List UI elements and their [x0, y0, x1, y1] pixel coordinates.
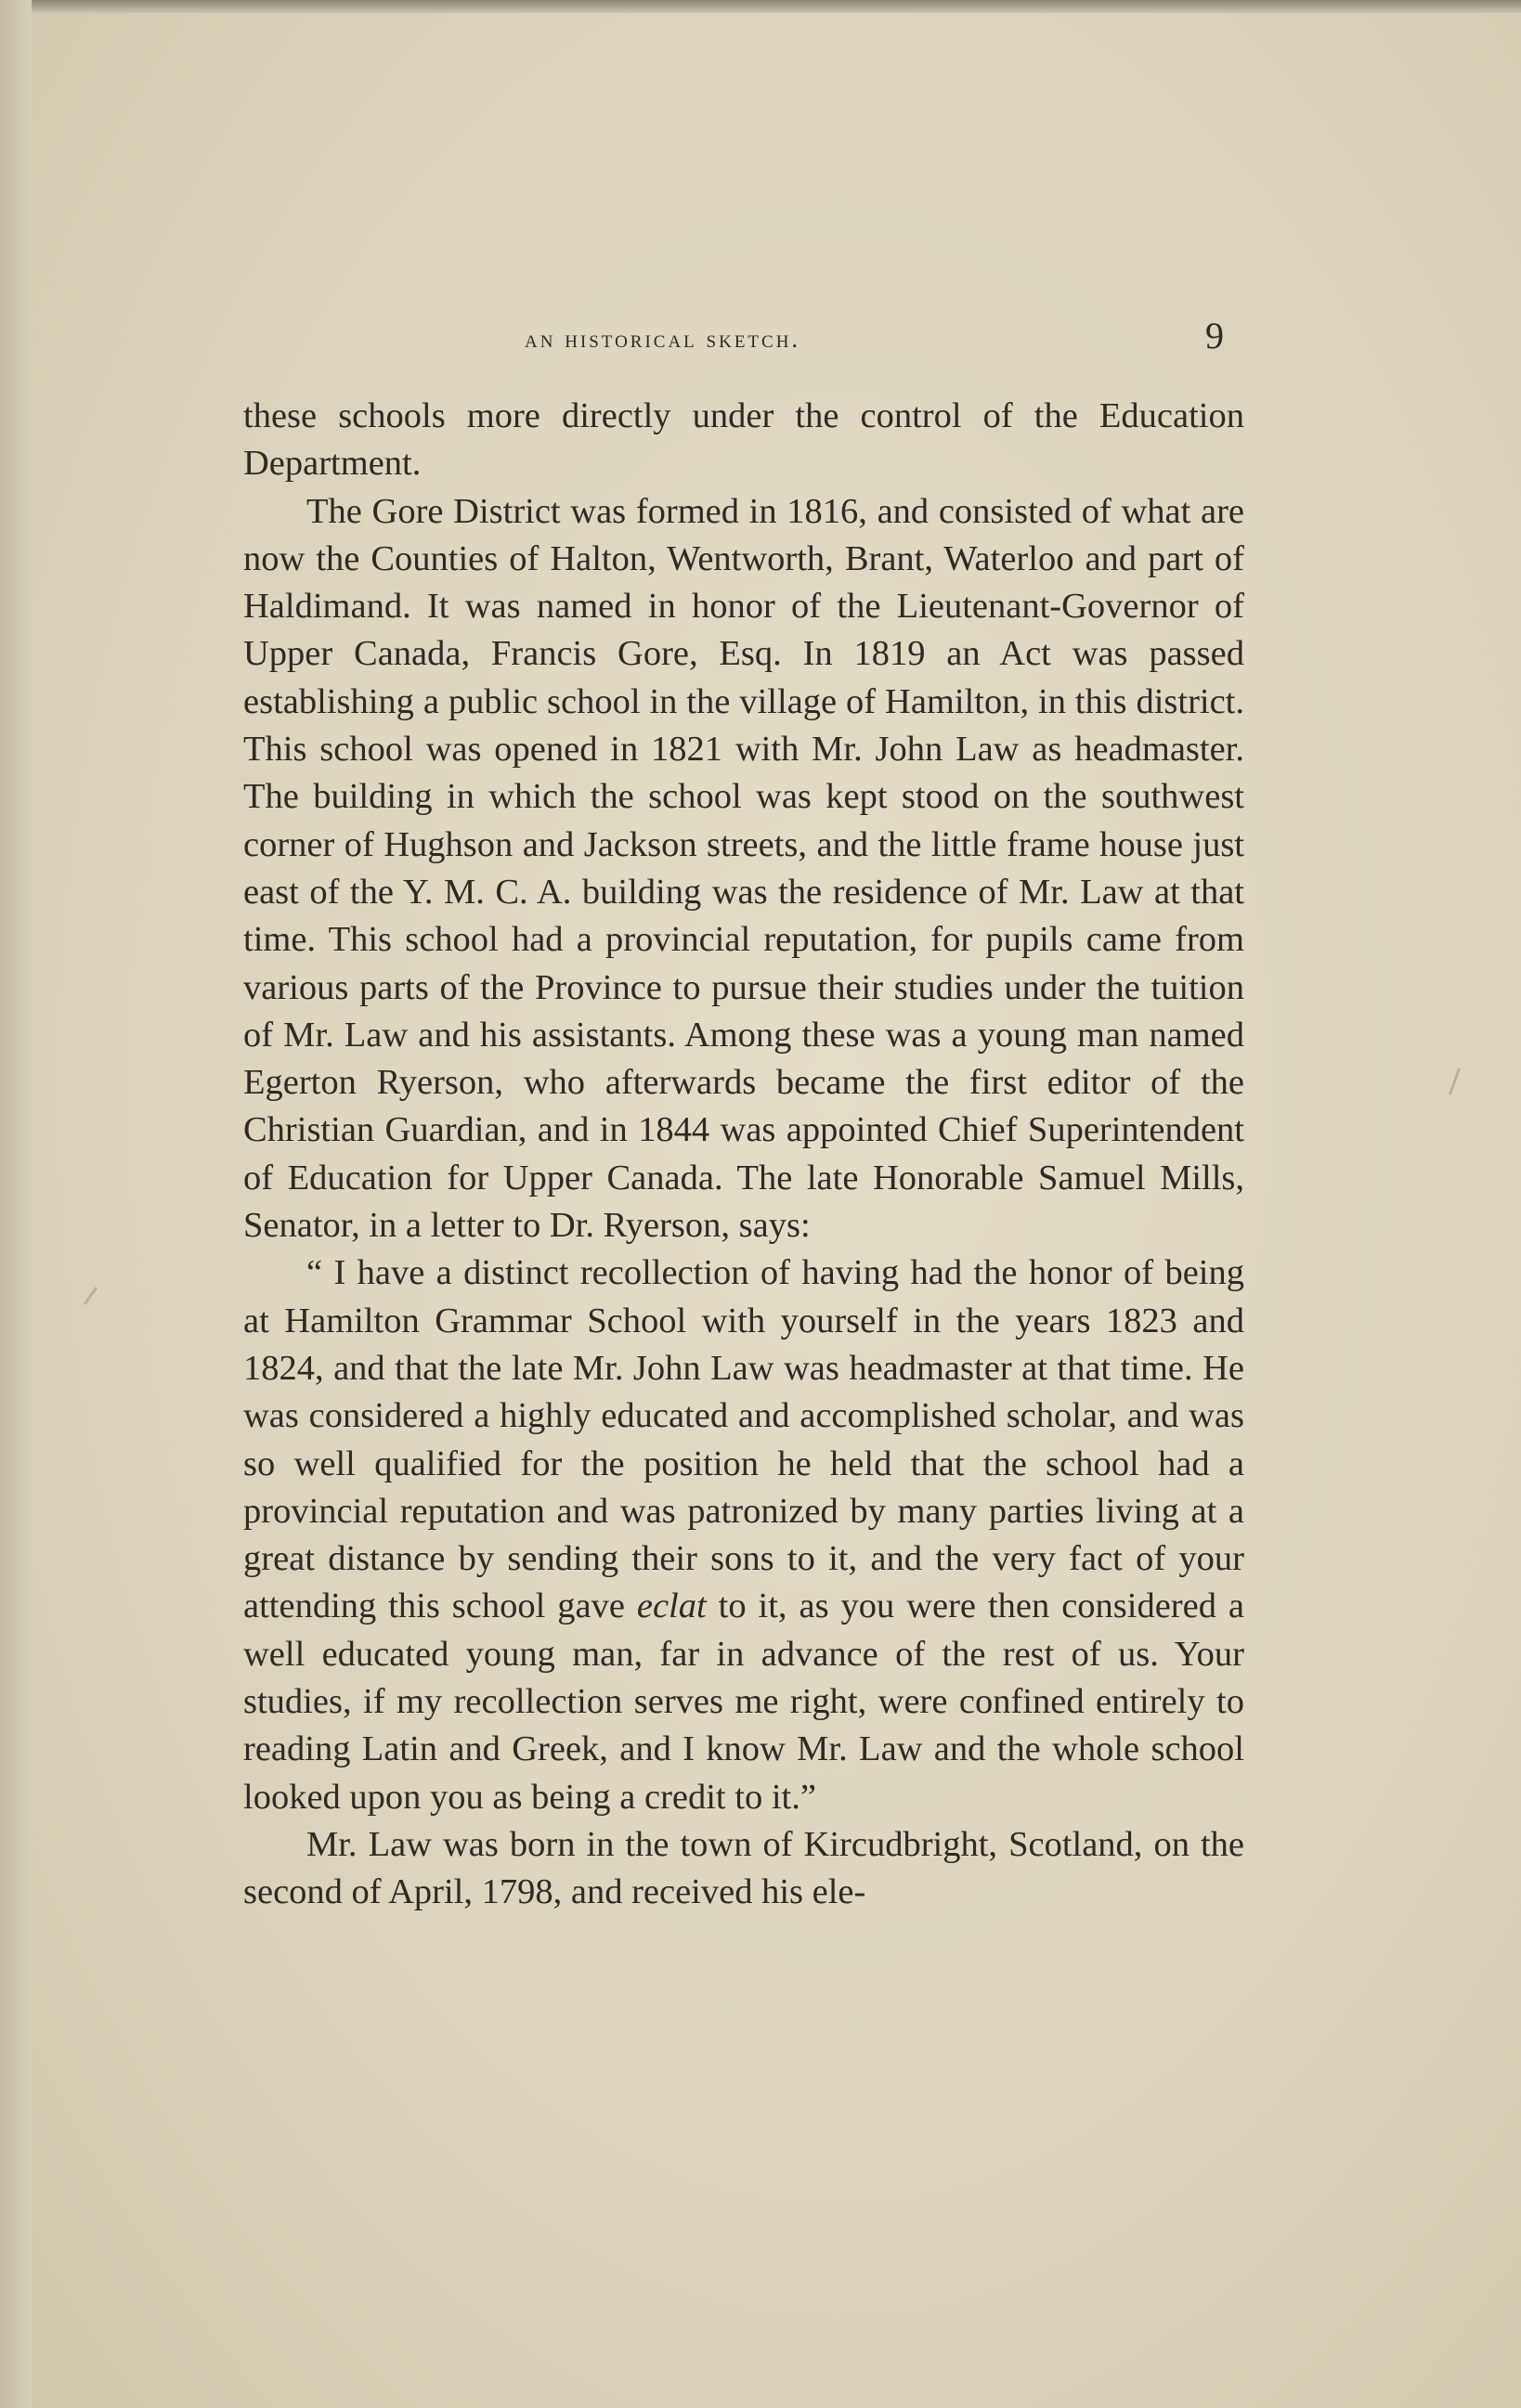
- page-top-edge: [0, 0, 1521, 13]
- paragraph-2: The Gore District was formed in 1816, and consisted of what are now the Counties of Halton, Wentworth, Brant, Waterloo and part of Haldimand. It was named in honor of the Lieutenant-Governor of Upper Canada, Francis Gore, Esq. In 1819 an Act was passed establishing a public school in the village of Hamilton, in this district. This school was opened in 1821 with Mr. John Law as headmaster. The building in which the school was kept stood on the southwest corner of Hughson and Jackson streets, and the little frame house just east of the Y. M. C. A. building was the residence of Mr. Law at that time. This school had a provincial reputation, for pupils came from various parts of the Province to pursue their studies under the tuition of Mr. Law and his assistants. Among these was a young man named Egerton Ryerson, who afterwards became the first editor of the Christian Guardian, and in 1844 was appointed Chief Superintendent of Education for Upper Canada. The late Honorable Samuel Mills, Senator, in a letter to Dr. Ryerson, says:: [243, 491, 1244, 1246]
- quote-text-part-1: “ I have a distinct recollection of having had the honor of being at Hamilton Grammar School with yourself in the years 1823 and 1824, and that the late Mr. John Law was headmaster at that time. He was considered a highly educated and accomplished scholar, and was so well qualified for the position he held that the school had a provincial reputation and was patronized by many parties living at a great distance by sending their sons to it, and the very fact of your attending this school gave: [243, 1253, 1244, 1626]
- paragraph-3-quote: [243, 1249, 1244, 1821]
- paragraph-1: these schools more directly under the control of the Education Department.: [243, 396, 1244, 484]
- paragraph-4: Mr. Law was born in the town of Kircudbright, Scotland, on the second of April, 1798, and received his ele-: [243, 1824, 1244, 1912]
- page-gutter: [0, 0, 32, 2408]
- margin-speck: [84, 1287, 98, 1305]
- margin-speck: [1449, 1068, 1461, 1094]
- quote-text-part-2: to it, as you were then considered a well educated young man, far in advance of the rest of us. Your studies, if my recollection serves me right, were confined entirely to reading Latin and Greek, and I know Mr. Law and the whole school looked upon you as being a credit to it.”: [243, 1586, 1244, 1817]
- body-text: [243, 393, 1244, 1917]
- running-head: an historical sketch.: [525, 325, 801, 353]
- quote-italic-word: eclat: [636, 1586, 707, 1626]
- page-number: 9: [1205, 315, 1224, 356]
